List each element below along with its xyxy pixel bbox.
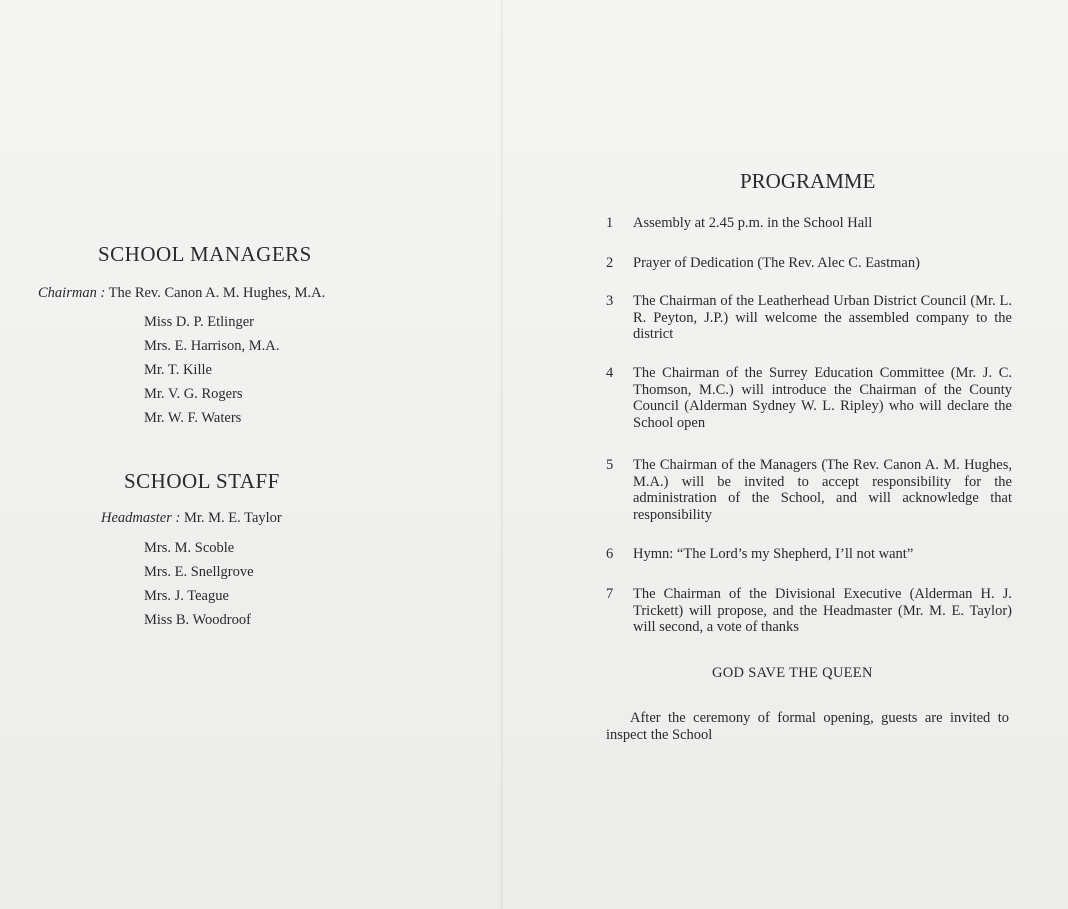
anthem-line: GOD SAVE THE QUEEN — [712, 665, 873, 681]
staff-name: Mrs. J. Teague — [144, 588, 229, 604]
chairman-row — [38, 285, 325, 302]
headmaster-row — [101, 510, 282, 527]
item-number: 3 — [606, 293, 614, 309]
item-text: Prayer of Dedication (The Rev. Alec C. Eastman) — [633, 255, 920, 271]
headmaster-label: Headmaster : — [101, 510, 181, 526]
managers-list — [144, 310, 279, 430]
item-number: 4 — [606, 365, 614, 381]
manager-name: Mr. T. Kille — [144, 362, 212, 378]
programme-heading: PROGRAMME — [740, 169, 876, 193]
manager-name: Miss D. P. Etlinger — [144, 314, 254, 330]
programme-item — [606, 546, 1012, 563]
left-page — [0, 0, 503, 909]
programme-item — [606, 365, 1012, 431]
staff-name: Mrs. M. Scoble — [144, 540, 235, 556]
headmaster-name: Mr. M. E. Taylor — [183, 510, 282, 526]
manager-name: Mrs. E. Harrison, M.A. — [144, 338, 280, 354]
manager-name: Mr. V. G. Rogers — [144, 386, 243, 402]
chairman-label: Chairman : — [38, 285, 106, 301]
item-number: 5 — [606, 457, 614, 473]
chairman-name: The Rev. Canon A. M. Hughes, M.A. — [108, 285, 326, 301]
managers-heading: SCHOOL MANAGERS — [98, 242, 312, 266]
item-number: 7 — [606, 586, 614, 602]
staff-heading: SCHOOL STAFF — [124, 469, 280, 493]
manager-name: Mr. W. F. Waters — [144, 410, 242, 426]
right-page — [503, 0, 1068, 909]
programme-item — [606, 215, 1012, 232]
item-number: 2 — [606, 255, 614, 271]
closing-paragraph: After the ceremony of formal opening, guests are invited to inspect the School — [606, 710, 1009, 743]
item-text: The Chairman of the Managers (The Rev. Canon A. M. Hughes, M.A.) will be invited to accept responsibility for the administration of the School, and will acknowledge that responsibility — [633, 457, 1012, 523]
programme-item — [606, 293, 1012, 343]
staff-list — [144, 536, 254, 632]
programme-item — [606, 586, 1012, 636]
programme-item — [606, 255, 1012, 272]
item-text: Assembly at 2.45 p.m. in the School Hall — [633, 215, 873, 231]
item-number: 6 — [606, 546, 614, 562]
item-text: Hymn: “The Lord’s my Shepherd, I’ll not want” — [633, 546, 914, 562]
staff-name: Miss B. Woodroof — [144, 612, 251, 628]
item-text: The Chairman of the Surrey Education Committee (Mr. J. C. Thomson, M.C.) will introduce the Chairman of the County Council (Alderman Sydney W. L. Ripley) who will declare the School open — [633, 365, 1012, 431]
item-number: 1 — [606, 215, 614, 231]
item-text: The Chairman of the Divisional Executive (Alderman H. J. Trickett) will propose, and the Headmaster (Mr. M. E. Taylor) will second, a vote of thanks — [633, 586, 1012, 635]
programme-item — [606, 457, 1012, 523]
item-text: The Chairman of the Leatherhead Urban District Council (Mr. L. R. Peyton, J.P.) will welcome the assembled company to the district — [633, 293, 1012, 342]
staff-name: Mrs. E. Snellgrove — [144, 564, 254, 580]
